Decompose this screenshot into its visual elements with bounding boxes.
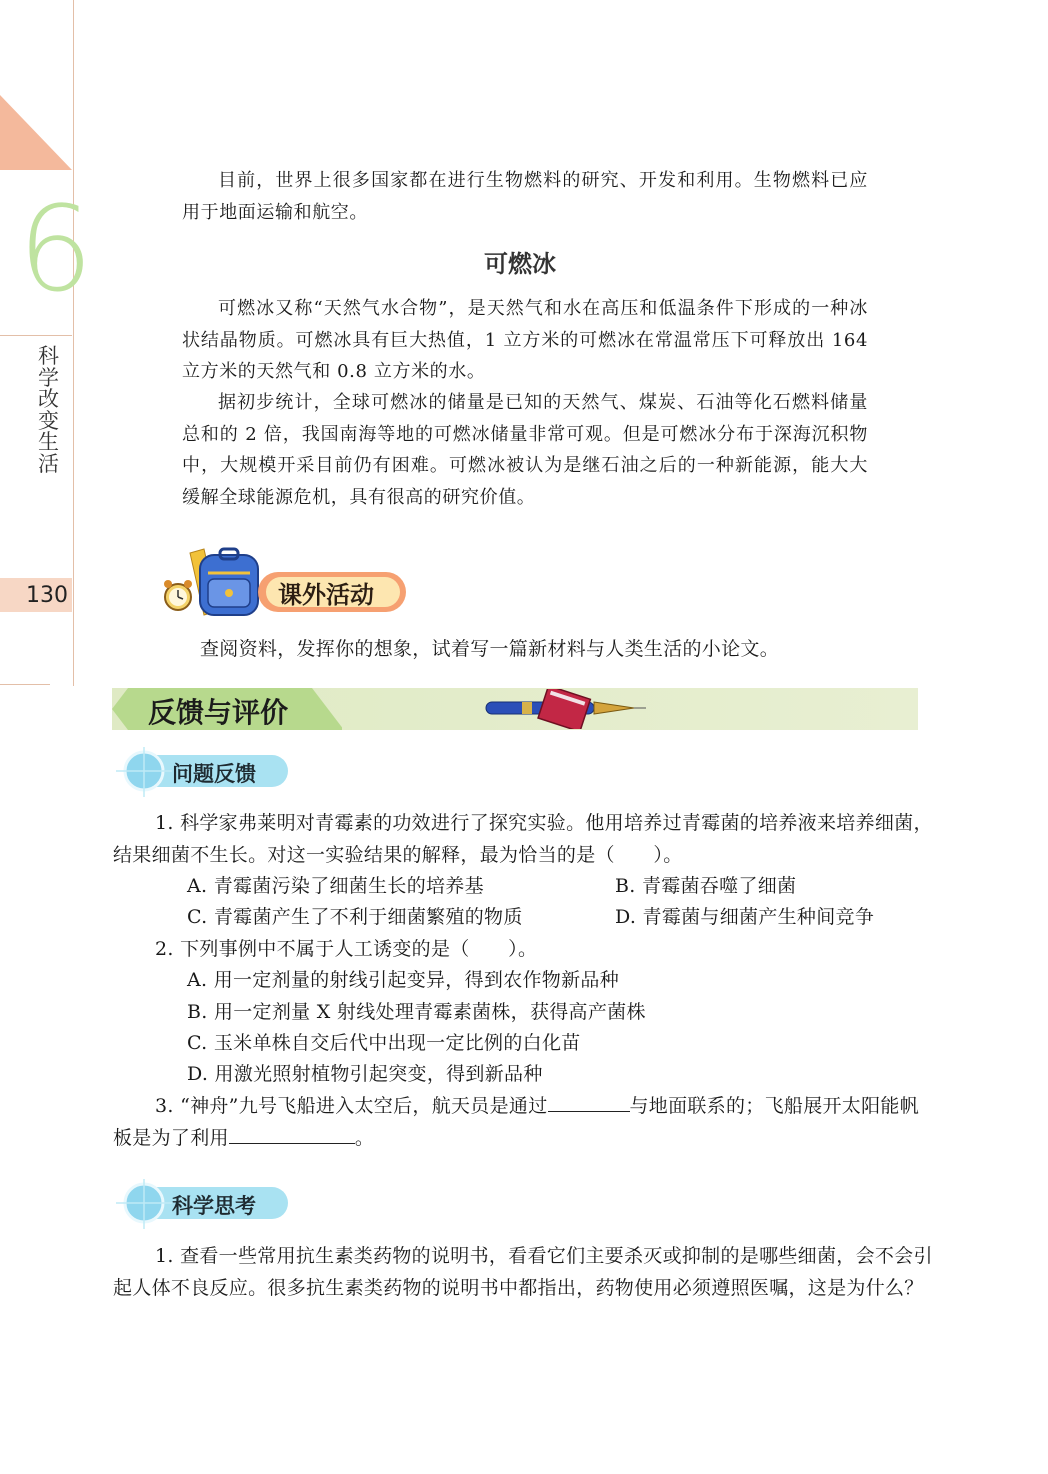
feedback-title: 反馈与评价 — [148, 696, 289, 729]
activity-text: 查阅资料，发挥你的想象，试着写一篇新材料与人类生活的小论文。 — [200, 638, 780, 660]
question-2-option-d: D. 用激光照射植物引起突变，得到新品种 — [187, 1063, 543, 1085]
question-3-text-1: 3. “神舟”九号飞船进入太空后，航天员是通过 — [155, 1095, 548, 1117]
section-paragraph-1: 可燃冰又称“天然气水合物”，是天然气和水在高压和低温条件下形成的一种冰状结晶物质。可燃冰具有巨大热值，1 立方米的可燃冰在常温常压下可释放出 164 立方米的天然气和 0.8 立方米的水。 — [182, 298, 868, 382]
pen-notebook-icon — [484, 689, 648, 729]
question-1-option-c: C. 青霉菌产生了不利于细菌繁殖的物质 — [187, 906, 523, 928]
thinking-question-1: 1. 查看一些常用抗生素类药物的说明书，看看它们主要杀灭或抑制的是哪些细菌，会不会引起人体不良反应。很多抗生素类药物的说明书中都指出，药物使用必须遵照医嘱，这是为什么？ — [113, 1245, 933, 1299]
section-title: 可燃冰 — [484, 250, 556, 278]
bubble-icon — [116, 747, 172, 797]
intro-paragraph: 目前，世界上很多国家都在进行生物燃料的研究、开发和利用。生物燃料已应用于地面运输和航空。 — [182, 170, 868, 223]
question-2-option-b: B. 用一定剂量 X 射线处理青霉素菌株，获得高产菌株 — [187, 1001, 646, 1023]
section-paragraph-2: 据初步统计，全球可燃冰的储量是已知的天然气、煤炭、石油等化石燃料储量总和的 2 倍，我国南海等地的可燃冰储量非常可观。但是可燃冰分布于深海沉积物中，大规模开采目前仍有困难。可燃冰被认为是继石油之后的一种新能源，能大大缓解全球能源危机，具有很高的研究价值。 — [182, 392, 868, 508]
bubble-icon — [116, 1179, 172, 1229]
question-3-blank-1[interactable] — [548, 1091, 630, 1112]
chapter-number: 6 — [18, 180, 94, 318]
question-2-stem: 2. 下列事例中不属于人工诱变的是（ ）。 — [155, 938, 538, 960]
question-3-text-3: 。 — [354, 1126, 375, 1149]
question-2-option-a: A. 用一定剂量的射线引起变异，得到农作物新品种 — [187, 969, 620, 991]
alarm-clock-icon — [164, 580, 192, 610]
question-1-option-b: B. 青霉菌吞噬了细菌 — [615, 875, 797, 897]
activity-title: 课外活动 — [278, 581, 374, 609]
chapter-divider — [0, 335, 72, 336]
question-3-blank-2[interactable] — [229, 1123, 355, 1144]
chapter-title: 科学改变生活 — [38, 344, 59, 476]
question-1-option-a: A. 青霉菌污染了细菌生长的培养基 — [187, 875, 484, 897]
page-number: 130 — [26, 583, 68, 608]
question-1-option-d: D. 青霉菌与细菌产生种间竞争 — [615, 906, 875, 928]
problems-title: 问题反馈 — [172, 762, 256, 786]
corner-accent — [0, 95, 72, 170]
question-3 — [113, 1091, 937, 1154]
question-3-text-2: 与地面联系的；飞船展开太阳能帆板是为了利用 — [113, 1095, 920, 1149]
margin-edge — [0, 684, 50, 685]
question-1-stem: 1. 科学家弗莱明对青霉素的功效进行了探究实验。他用培养过青霉菌的培养液来培养细菌，结果细菌不生长。对这一实验结果的解释，最为恰当的是（ ）。 — [113, 812, 933, 866]
backpack-icon — [160, 545, 270, 617]
question-2-option-c: C. 玉米单株自交后代中出现一定比例的白化苗 — [187, 1032, 581, 1054]
thinking-title: 科学思考 — [172, 1194, 256, 1218]
